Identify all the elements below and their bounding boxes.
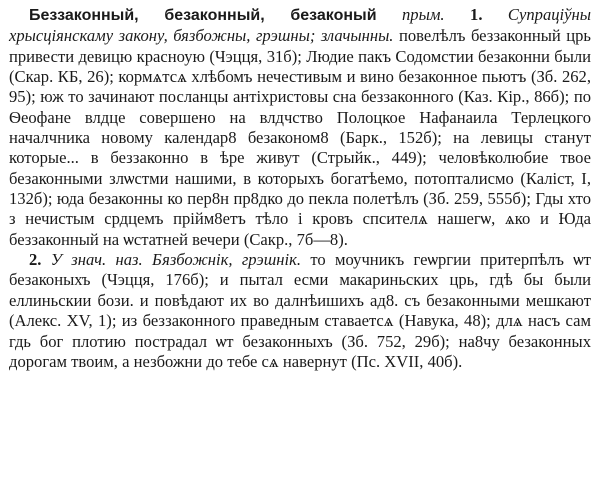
sense-2-gloss: У знач. наз. Бязбожнік, грэшнік.	[50, 250, 301, 270]
sense-1-paragraph	[9, 5, 591, 250]
part-of-speech: прым.	[401, 5, 445, 24]
sense-2-number: 2.	[29, 250, 42, 270]
sense-2-citations: то моучникъ геѡргии притерпѣлъ ѡт безаконыхъ (Чэцця, 176б); и пытал есми макариньских црь, гдѣ бы были еллиньскии бози. и повѣдают их во далнѣишихъ ад8. съ безаконными мешкают (Алекс. XV, 1); из беззаконного праведным ставаетсѧ (Навука, 48); длѧ насъ сам гдь бог плотию пострадал ѡт безаконныхъ (Зб. 752, 29б); на8чу безаконных дорогам твоим, а незбожни до тебе сѧ навернут (Пс. XVII, 40б).	[9, 250, 591, 371]
sense-1-gloss: Супраціўны хрысціянскаму закону, бязбожны, грэшны; злачынны.	[9, 5, 591, 46]
headword: Беззаконный, безаконный, безаконый	[29, 7, 377, 24]
sense-2-paragraph	[9, 250, 591, 372]
sense-1-citations: повелѣлъ беззаконный црь привести девицю красноую (Чэцця, 31б); Людие пакъ Содомстии безаконни были (Скар. КБ, 26); кормѧтсѧ хлѣбомъ нечестивым и вино безаконное пьютъ (Зб. 262, 95); юж то зачинают посланцы антiхристовы сна беззаконного (Каз. Кір., 86б); по Ѳеофане влдце совершено на влдчство Полоцкое Нафанаила Терлецкого началчника новому календар8 безаконом8 (Барк., 152б); на левицы станут которые... в беззаконно в ѣре живут (Стрыйк., 449); человѣколюбие твое безаконными злѡстми нашими, в которыхъ богатѣемо, потопталисмо (Каліст, I, 132б); юда безаконны ко пер8н пр8дко до пекла полетѣлъ (Зб. 259, 555б); Гды хто з нечистым срдцемъ прійм8етъ тѣло і кровъ спсителѧ нашегѡ, ѧко и Юда беззаконный на ѡстатней вечери (Сакр., 7б—8).	[9, 26, 592, 249]
sense-1-number: 1.	[470, 5, 483, 24]
